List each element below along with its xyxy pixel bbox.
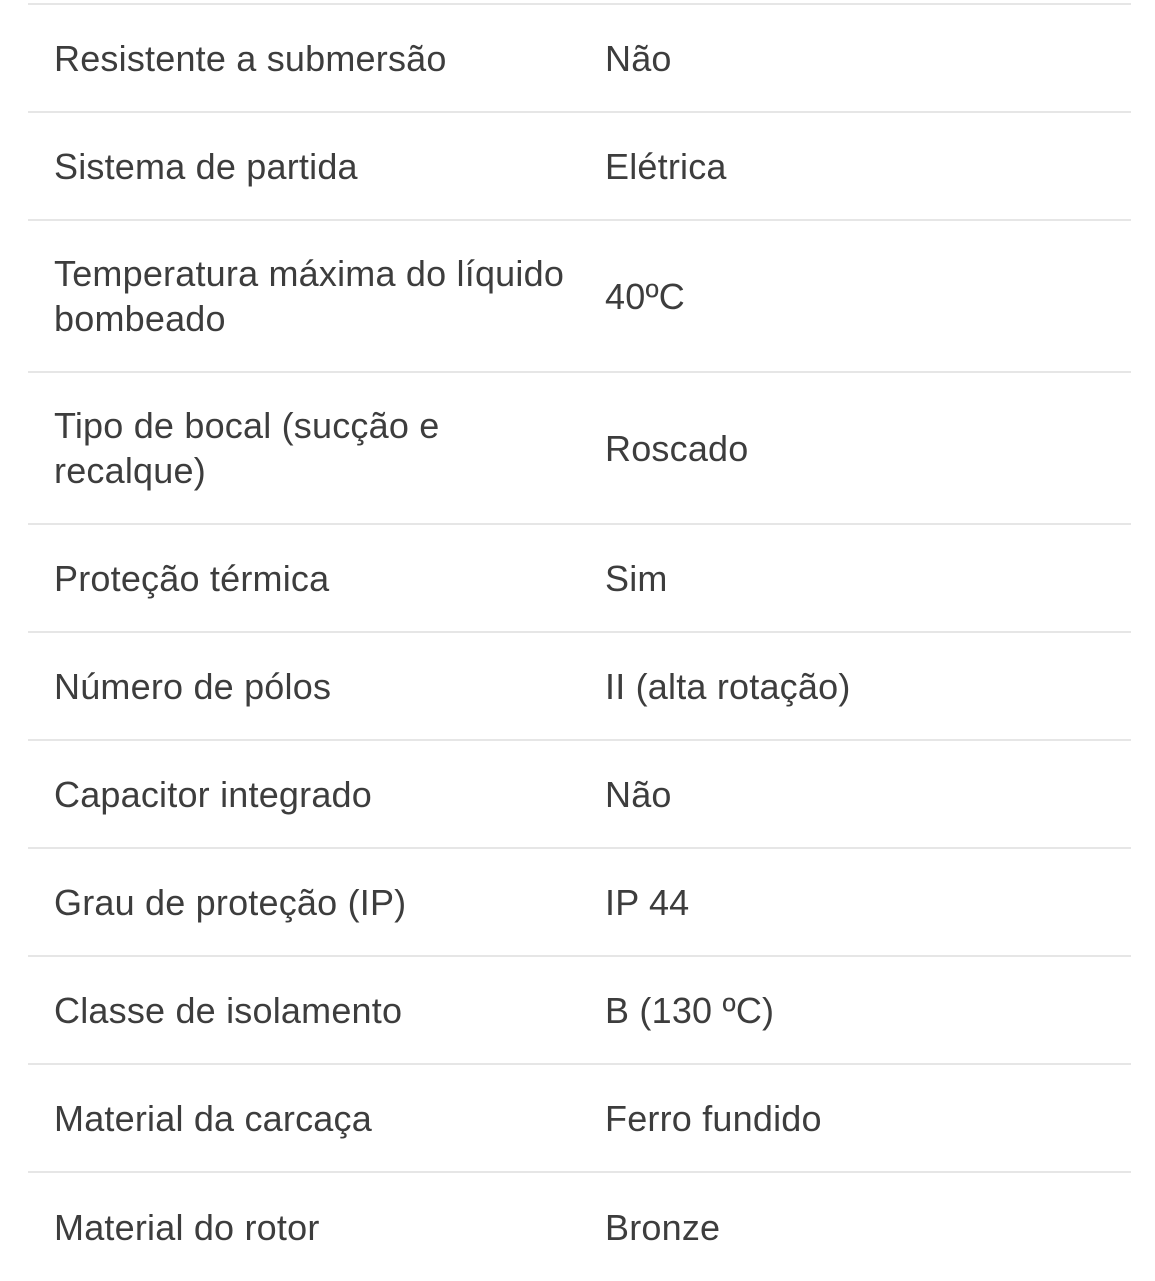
spec-value: Não [605, 773, 672, 815]
spec-value: Sim [605, 557, 668, 599]
spec-label: Temperatura máxima do líquido bombeado [54, 253, 565, 339]
specifications-table [28, 3, 1131, 1281]
table-row [28, 633, 1131, 741]
table-row [28, 957, 1131, 1065]
spec-value: IP 44 [605, 881, 690, 923]
spec-label: Proteção térmica [54, 557, 330, 599]
table-row [28, 5, 1131, 113]
spec-label: Classe de isolamento [54, 989, 403, 1031]
spec-value: II (alta rotação) [605, 665, 851, 707]
table-row [28, 1065, 1131, 1173]
spec-value: 40ºC [605, 275, 685, 317]
spec-value: Ferro fundido [605, 1097, 822, 1139]
spec-value: Não [605, 37, 672, 79]
spec-label: Sistema de partida [54, 145, 358, 187]
table-row [28, 113, 1131, 221]
spec-label: Grau de proteção (IP) [54, 881, 407, 923]
spec-label: Número de pólos [54, 665, 332, 707]
spec-label: Material da carcaça [54, 1097, 372, 1139]
table-row [28, 849, 1131, 957]
table-row [28, 741, 1131, 849]
spec-label: Resistente a submersão [54, 37, 447, 79]
table-row [28, 373, 1131, 525]
table-row [28, 525, 1131, 633]
spec-value: Roscado [605, 427, 749, 469]
spec-value: B (130 ºC) [605, 989, 775, 1031]
table-row [28, 221, 1131, 373]
spec-label: Tipo de bocal (sucção e recalque) [54, 405, 440, 491]
spec-label: Capacitor integrado [54, 773, 372, 815]
spec-value: Elétrica [605, 145, 727, 187]
table-row [28, 1173, 1131, 1281]
spec-value: Bronze [605, 1206, 721, 1248]
spec-label: Material do rotor [54, 1206, 320, 1248]
